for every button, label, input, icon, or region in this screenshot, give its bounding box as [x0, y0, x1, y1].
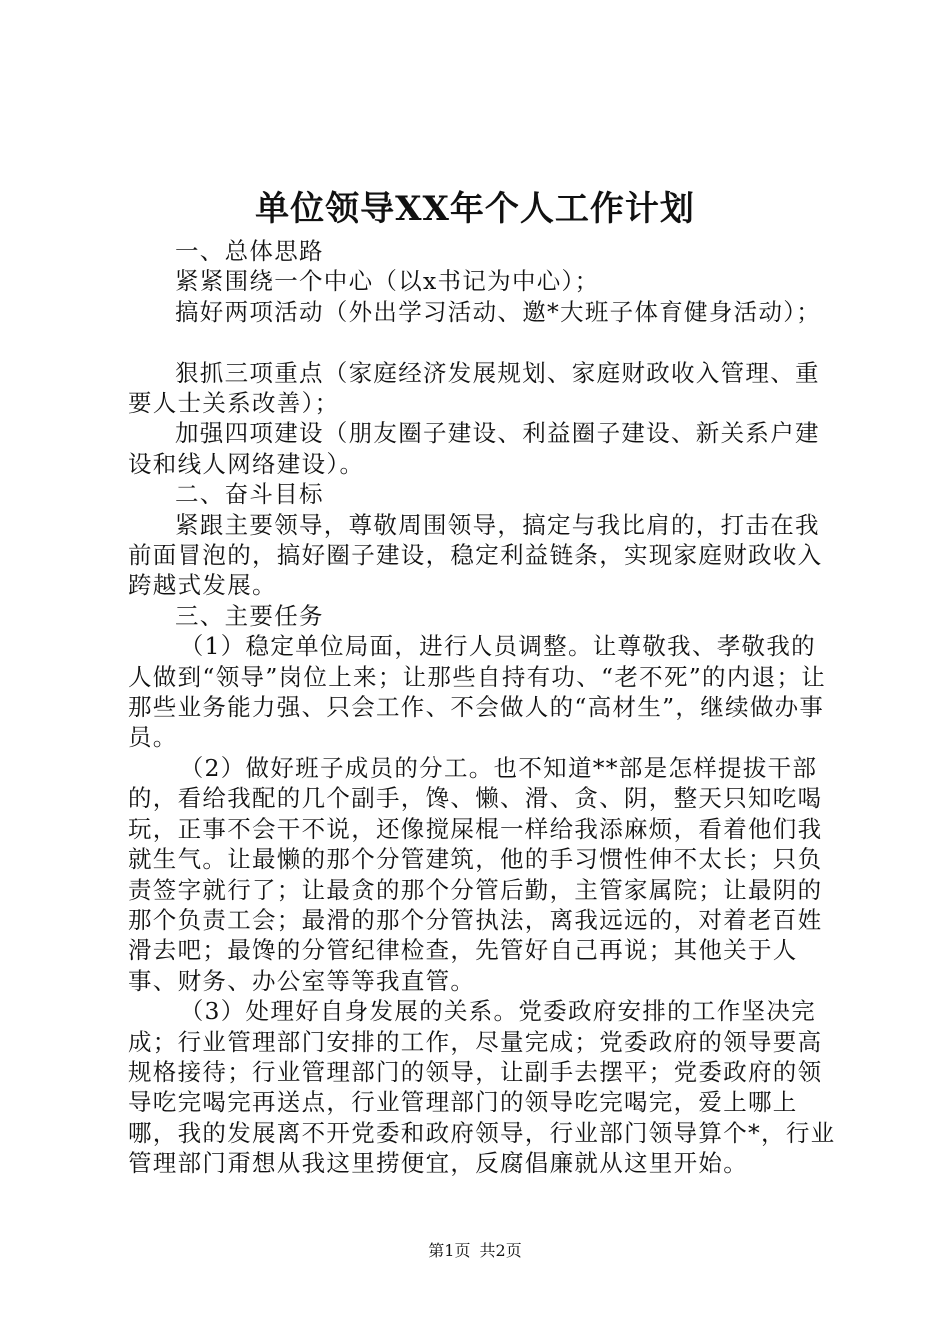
task-item-1: （1）稳定单位局面，进行人员调整。让尊敬我、孝敬我的人做到“领导”岗位上来；让那些自持有功、“老不死”的内退；让那些业务能力强、只会工作、不会做人的“高材生”，继续做办事员。	[128, 632, 827, 752]
page-total: 共2页	[479, 1241, 522, 1260]
section-heading-1: 一、总体思路	[175, 237, 324, 265]
section-heading-3: 三、主要任务	[175, 601, 324, 630]
blank-line	[128, 327, 838, 357]
paragraph: 紧跟主要领导，尊敬周围领导，搞定与我比肩的，打击在我前面冒泡的，搞好圈子建设，稳定利益链条，实现家庭财政收入跨越式发展。	[128, 510, 823, 600]
page-number: 第1页	[428, 1241, 471, 1260]
section-heading-2: 二、奋斗目标	[175, 480, 324, 509]
task-item-2: （2）做好班子成员的分工。也不知道**部是怎样提拔干部的，看给我配的几个副手，馋、懒、滑、贪、阴，整天只知吃喝玩，正事不会干不说，还像搅屎棍一样给我添麻烦，看着他们我就生气。让最懒的那个分管建筑，他的手习惯性伸不太长；只负责签字就行了；让最贪的那个分管后勤，主管家属院；让最阴的那个负责工会；最滑的那个分管执法，离我远远的，对着老百姓滑去吧；最馋的分管纪律检查，先管好自己再说；其他关于人事、财务、办公室等等我直管。	[128, 753, 823, 995]
paragraph: 加强四项建设（朋友圈子建设、利益圈子建设、新关系户建设和线人网络建设）。	[128, 419, 820, 478]
paragraph: 搞好两项活动（外出学习活动、邀*大班子体育健身活动）；	[175, 297, 822, 326]
document-title: 单位领导XX年个人工作计划	[255, 189, 695, 229]
paragraph: 紧紧围绕一个中心（以x书记为中心）；	[175, 267, 600, 296]
document-body	[128, 236, 838, 1179]
task-item-3: （3）处理好自身发展的关系。党委政府安排的工作坚决完成；行业管理部门安排的工作，尽量完成；党委政府的领导要高规格接待；行业管理部门的领导，让副手去摆平；党委政府的领导吃完喝完再送点，行业管理部门的领导吃完喝完，爱上哪上哪，我的发展离不开党委和政府领导，行业部门领导算个*，行业管理部门甭想从我这里捞便宜，反腐倡廉就从这里开始。	[128, 997, 836, 1178]
paragraph: 狠抓三项重点（家庭经济发展规划、家庭财政收入管理、重要人士关系改善）；	[128, 358, 820, 418]
page-footer	[0, 1240, 950, 1262]
